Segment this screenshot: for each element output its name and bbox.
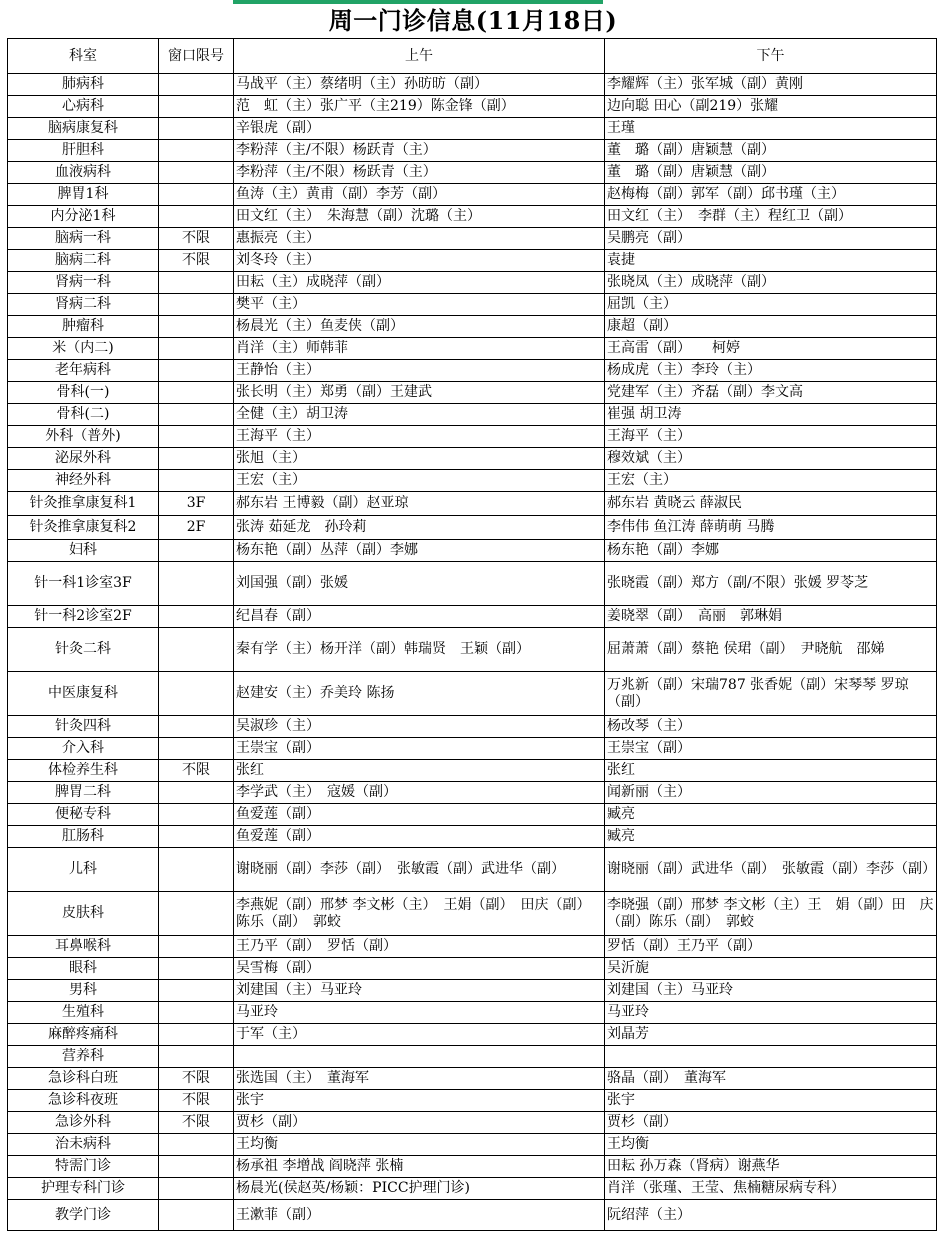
am-cell: 马战平（主）蔡绪明（主）孙昉昉（副）: [234, 74, 605, 96]
am-cell: 王海平（主）: [234, 426, 605, 448]
pm-cell: [605, 1046, 937, 1068]
table-row: [8, 848, 937, 892]
pm-cell: 谢晓丽（副）武进华（副） 张敏霞（副）李莎（副）: [605, 848, 937, 892]
dept-cell: 中医康复科: [8, 672, 159, 716]
am-cell: 王均衡: [234, 1134, 605, 1156]
pm-cell: 屈凯（主）: [605, 294, 937, 316]
am-cell: 谢晓丽（副）李莎（副） 张敏霞（副）武进华（副）: [234, 848, 605, 892]
table-row: [8, 562, 937, 606]
dept-cell: 针灸推拿康复科2: [8, 516, 159, 540]
pm-cell: 董 璐（副）唐颖慧（副）: [605, 162, 937, 184]
am-cell: 田文红（主） 朱海慧（副）沈璐（主）: [234, 206, 605, 228]
pm-cell: 崔强 胡卫涛: [605, 404, 937, 426]
limit-cell: 2F: [159, 516, 234, 540]
am-cell: 李燕妮（副）邢梦 李文彬（主） 王娟（副） 田庆（副） 陈乐（副） 郭蛟: [234, 892, 605, 936]
dept-cell: 急诊外科: [8, 1112, 159, 1134]
limit-cell: [159, 606, 234, 628]
pm-cell: 阮绍萍（主）: [605, 1200, 937, 1231]
dept-cell: 护理专科门诊: [8, 1178, 159, 1200]
limit-cell: 不限: [159, 1112, 234, 1134]
dept-cell: 特需门诊: [8, 1156, 159, 1178]
am-cell: 田耘（主）成晓萍（副）: [234, 272, 605, 294]
header-limit: 窗口限号: [159, 39, 234, 74]
table-row: [8, 404, 937, 426]
pm-cell: 吴鹏亮（副）: [605, 228, 937, 250]
pm-cell: 王均衡: [605, 1134, 937, 1156]
table-header-row: [8, 39, 937, 74]
dept-cell: 内分泌1科: [8, 206, 159, 228]
limit-cell: [159, 206, 234, 228]
am-cell: 杨承祖 李增战 阎晓萍 张楠: [234, 1156, 605, 1178]
am-cell: 贾杉（副）: [234, 1112, 605, 1134]
am-cell: 张涛 茹延龙 孙玲莉: [234, 516, 605, 540]
dept-cell: 外科（普外): [8, 426, 159, 448]
am-cell: 刘建国（主）马亚玲: [234, 980, 605, 1002]
am-cell: 吴雪梅（副）: [234, 958, 605, 980]
am-cell: 鱼爱莲（副）: [234, 804, 605, 826]
am-cell: 王静怡（主）: [234, 360, 605, 382]
table-row: [8, 760, 937, 782]
dept-cell: 血液病科: [8, 162, 159, 184]
dept-cell: 针灸二科: [8, 628, 159, 672]
limit-cell: [159, 804, 234, 826]
pm-cell: 姜晓翠（副） 高丽 郭琳娟: [605, 606, 937, 628]
am-cell: 张红: [234, 760, 605, 782]
table-row: [8, 140, 937, 162]
am-cell: 张旭（主）: [234, 448, 605, 470]
am-cell: 刘冬玲（主）: [234, 250, 605, 272]
pm-cell: 王海平（主）: [605, 426, 937, 448]
pm-cell: 罗恬（副）王乃平（副）: [605, 936, 937, 958]
limit-cell: [159, 316, 234, 338]
dept-cell: 急诊科白班: [8, 1068, 159, 1090]
limit-cell: 不限: [159, 1090, 234, 1112]
limit-cell: [159, 1156, 234, 1178]
table-row: [8, 492, 937, 516]
table-row: [8, 1134, 937, 1156]
table-row: [8, 1090, 937, 1112]
dept-cell: 麻醉疼痛科: [8, 1024, 159, 1046]
dept-cell: 肺病科: [8, 74, 159, 96]
limit-cell: [159, 980, 234, 1002]
dept-cell: 男科: [8, 980, 159, 1002]
pm-cell: 刘晶芳: [605, 1024, 937, 1046]
pm-cell: 张晓霞（副）郑方（副/不限）张媛 罗苓芝: [605, 562, 937, 606]
dept-cell: 急诊科夜班: [8, 1090, 159, 1112]
table-row: [8, 892, 937, 936]
dept-cell: 体检养生科: [8, 760, 159, 782]
am-cell: 杨晨光(侯赵英/杨颖：PICC护理门诊): [234, 1178, 605, 1200]
limit-cell: [159, 74, 234, 96]
pm-cell: 骆晶（副） 董海军: [605, 1068, 937, 1090]
table-row: [8, 1068, 937, 1090]
limit-cell: [159, 140, 234, 162]
am-cell: 李学武（主） 寇媛（副）: [234, 782, 605, 804]
dept-cell: 耳鼻喉科: [8, 936, 159, 958]
pm-cell: 贾杉（副）: [605, 1112, 937, 1134]
limit-cell: [159, 360, 234, 382]
table-row: [8, 470, 937, 492]
dept-cell: 教学门诊: [8, 1200, 159, 1231]
table-row: [8, 1024, 937, 1046]
dept-cell: 眼科: [8, 958, 159, 980]
pm-cell: 党建军（主）齐磊（副）李文高: [605, 382, 937, 404]
am-cell: 于军（主）: [234, 1024, 605, 1046]
am-cell: 纪昌春（副）: [234, 606, 605, 628]
am-cell: 张长明（主）郑勇（副）王建武: [234, 382, 605, 404]
header-am: 上午: [234, 39, 605, 74]
pm-cell: 康超（副）: [605, 316, 937, 338]
am-cell: 肖洋（主）师韩菲: [234, 338, 605, 360]
table-row: [8, 206, 937, 228]
dept-cell: 肛肠科: [8, 826, 159, 848]
am-cell: 秦有学（主）杨开洋（副）韩瑞贤 王颖（副）: [234, 628, 605, 672]
limit-cell: [159, 958, 234, 980]
dept-cell: 骨科(一): [8, 382, 159, 404]
pm-cell: 闻新丽（主）: [605, 782, 937, 804]
table-row: [8, 672, 937, 716]
limit-cell: [159, 404, 234, 426]
am-cell: 杨晨光（主）鱼麦侠（副）: [234, 316, 605, 338]
limit-cell: [159, 782, 234, 804]
am-cell: 辛银虎（副）: [234, 118, 605, 140]
table-row: [8, 96, 937, 118]
pm-cell: 万兆新（副）宋瑞787 张香妮（副）宋琴琴 罗琼（副）: [605, 672, 937, 716]
table-row: [8, 74, 937, 96]
pm-cell: 王崇宝（副）: [605, 738, 937, 760]
pm-cell: 穆效斌（主）: [605, 448, 937, 470]
dept-cell: 肾病一科: [8, 272, 159, 294]
limit-cell: [159, 562, 234, 606]
limit-cell: [159, 1046, 234, 1068]
limit-cell: [159, 162, 234, 184]
dept-cell: 便秘专科: [8, 804, 159, 826]
pm-cell: 田文红（主） 李群（主）程红卫（副）: [605, 206, 937, 228]
dept-cell: 针灸四科: [8, 716, 159, 738]
limit-cell: [159, 1134, 234, 1156]
am-cell: 鱼涛（主）黄甫（副）李芳（副）: [234, 184, 605, 206]
table-row: [8, 118, 937, 140]
dept-cell: 老年病科: [8, 360, 159, 382]
limit-cell: [159, 382, 234, 404]
am-cell: 鱼爱莲（副）: [234, 826, 605, 848]
dept-cell: 脾胃二科: [8, 782, 159, 804]
dept-cell: 儿科: [8, 848, 159, 892]
table-row: [8, 628, 937, 672]
dept-cell: 妇科: [8, 540, 159, 562]
pm-cell: 吴沂旎: [605, 958, 937, 980]
pm-cell: 边向聪 田心（副219）张耀: [605, 96, 937, 118]
table-row: [8, 250, 937, 272]
page-title: 周一门诊信息(11月18日): [328, 6, 618, 35]
table-row: [8, 382, 937, 404]
table-row: [8, 738, 937, 760]
pm-cell: 王瑾: [605, 118, 937, 140]
dept-cell: 针一科2诊室2F: [8, 606, 159, 628]
dept-cell: 骨科(二): [8, 404, 159, 426]
table-row: [8, 1112, 937, 1134]
limit-cell: [159, 294, 234, 316]
limit-cell: [159, 540, 234, 562]
pm-cell: 刘建国（主）马亚玲: [605, 980, 937, 1002]
table-row: [8, 294, 937, 316]
table-row: [8, 540, 937, 562]
limit-cell: [159, 118, 234, 140]
limit-cell: [159, 448, 234, 470]
pm-cell: 李伟伟 鱼江涛 薛萌萌 马腾: [605, 516, 937, 540]
table-row: [8, 1002, 937, 1024]
dept-cell: 针灸推拿康复科1: [8, 492, 159, 516]
am-cell: 李粉萍（主/不限）杨跃青（主）: [234, 140, 605, 162]
dept-cell: 肝胆科: [8, 140, 159, 162]
am-cell: 杨东艳（副）丛萍（副）李娜: [234, 540, 605, 562]
dept-cell: 治未病科: [8, 1134, 159, 1156]
am-cell: [234, 1046, 605, 1068]
pm-cell: 肖洋（张瑾、王莹、焦楠糖尿病专科）: [605, 1178, 937, 1200]
table-row: [8, 1178, 937, 1200]
table-row: [8, 1200, 937, 1231]
limit-cell: [159, 96, 234, 118]
am-cell: 王宏（主）: [234, 470, 605, 492]
am-cell: 樊平（主）: [234, 294, 605, 316]
table-row: [8, 606, 937, 628]
table-row: [8, 228, 937, 250]
table-row: [8, 516, 937, 540]
am-cell: 张选国（主） 董海军: [234, 1068, 605, 1090]
pm-cell: 张晓凤（主）成晓萍（副）: [605, 272, 937, 294]
limit-cell: [159, 826, 234, 848]
table-row: [8, 162, 937, 184]
pm-cell: 王宏（主）: [605, 470, 937, 492]
table-row: [8, 448, 937, 470]
table-row: [8, 360, 937, 382]
pm-cell: 臧亮: [605, 804, 937, 826]
pm-cell: 王高雷（副） 柯婷: [605, 338, 937, 360]
pm-cell: 张宇: [605, 1090, 937, 1112]
limit-cell: 不限: [159, 250, 234, 272]
table-row: [8, 826, 937, 848]
dept-cell: 泌尿外科: [8, 448, 159, 470]
pm-cell: 李晓强（副）邢梦 李文彬（主）王 娟（副）田 庆（副）陈乐（副） 郭蛟: [605, 892, 937, 936]
dept-cell: 皮肤科: [8, 892, 159, 936]
dept-cell: 针一科1诊室3F: [8, 562, 159, 606]
dept-cell: 心病科: [8, 96, 159, 118]
limit-cell: [159, 1024, 234, 1046]
am-cell: 范 虹（主）张广平（主219）陈金锋（副）: [234, 96, 605, 118]
am-cell: 刘国强（副）张媛: [234, 562, 605, 606]
limit-cell: [159, 892, 234, 936]
table-row: [8, 426, 937, 448]
table-row: [8, 272, 937, 294]
limit-cell: [159, 936, 234, 958]
pm-cell: 董 璐（副）唐颖慧（副）: [605, 140, 937, 162]
limit-cell: [159, 470, 234, 492]
dept-cell: 脑病康复科: [8, 118, 159, 140]
header-dept: 科室: [8, 39, 159, 74]
limit-cell: [159, 184, 234, 206]
limit-cell: [159, 628, 234, 672]
pm-cell: 杨成虎（主）李玲（主）: [605, 360, 937, 382]
header-pm: 下午: [605, 39, 937, 74]
table-row: [8, 980, 937, 1002]
pm-cell: 赵梅梅（副）郭军（副）邱书瑾（主）: [605, 184, 937, 206]
pm-cell: 李耀辉（主）张军城（副）黄刚: [605, 74, 937, 96]
limit-cell: [159, 738, 234, 760]
limit-cell: 不限: [159, 1068, 234, 1090]
am-cell: 王乃平（副） 罗恬（副）: [234, 936, 605, 958]
table-row: [8, 804, 937, 826]
am-cell: 郝东岩 王博毅（副）赵亚琼: [234, 492, 605, 516]
pm-cell: 臧亮: [605, 826, 937, 848]
dept-cell: 肿瘤科: [8, 316, 159, 338]
dept-cell: 米（内二): [8, 338, 159, 360]
limit-cell: 不限: [159, 228, 234, 250]
schedule-table: [7, 38, 937, 1231]
dept-cell: 脑病二科: [8, 250, 159, 272]
table-row: [8, 936, 937, 958]
limit-cell: [159, 672, 234, 716]
am-cell: 王崇宝（副）: [234, 738, 605, 760]
dept-cell: 肾病二科: [8, 294, 159, 316]
am-cell: 马亚玲: [234, 1002, 605, 1024]
am-cell: 全健（主）胡卫涛: [234, 404, 605, 426]
table-row: [8, 958, 937, 980]
table-row: [8, 782, 937, 804]
pm-cell: 袁捷: [605, 250, 937, 272]
pm-cell: 马亚玲: [605, 1002, 937, 1024]
limit-cell: [159, 716, 234, 738]
limit-cell: [159, 338, 234, 360]
dept-cell: 营养科: [8, 1046, 159, 1068]
table-row: [8, 716, 937, 738]
pm-cell: 杨改琴（主）: [605, 716, 937, 738]
pm-cell: 张红: [605, 760, 937, 782]
am-cell: 王漱菲（副）: [234, 1200, 605, 1231]
pm-cell: 杨东艳（副）李娜: [605, 540, 937, 562]
limit-cell: [159, 272, 234, 294]
table-row: [8, 1046, 937, 1068]
am-cell: 张宇: [234, 1090, 605, 1112]
limit-cell: [159, 848, 234, 892]
limit-cell: 3F: [159, 492, 234, 516]
table-row: [8, 1156, 937, 1178]
pm-cell: 郝东岩 黄晓云 薛淑民: [605, 492, 937, 516]
limit-cell: [159, 1178, 234, 1200]
am-cell: 惠振亮（主）: [234, 228, 605, 250]
dept-cell: 生殖科: [8, 1002, 159, 1024]
am-cell: 赵建安（主）乔美玲 陈扬: [234, 672, 605, 716]
am-cell: 李粉萍（主/不限）杨跃青（主）: [234, 162, 605, 184]
limit-cell: 不限: [159, 760, 234, 782]
table-row: [8, 338, 937, 360]
dept-cell: 脑病一科: [8, 228, 159, 250]
table-row: [8, 184, 937, 206]
table-row: [8, 316, 937, 338]
am-cell: 吴淑珍（主）: [234, 716, 605, 738]
dept-cell: 脾胃1科: [8, 184, 159, 206]
dept-cell: 神经外科: [8, 470, 159, 492]
limit-cell: [159, 426, 234, 448]
limit-cell: [159, 1002, 234, 1024]
dept-cell: 介入科: [8, 738, 159, 760]
pm-cell: 田耘 孙万森（肾病）谢燕华: [605, 1156, 937, 1178]
pm-cell: 屈萧萧（副）蔡艳 侯珺（副） 尹晓航 邵娣: [605, 628, 937, 672]
limit-cell: [159, 1200, 234, 1231]
